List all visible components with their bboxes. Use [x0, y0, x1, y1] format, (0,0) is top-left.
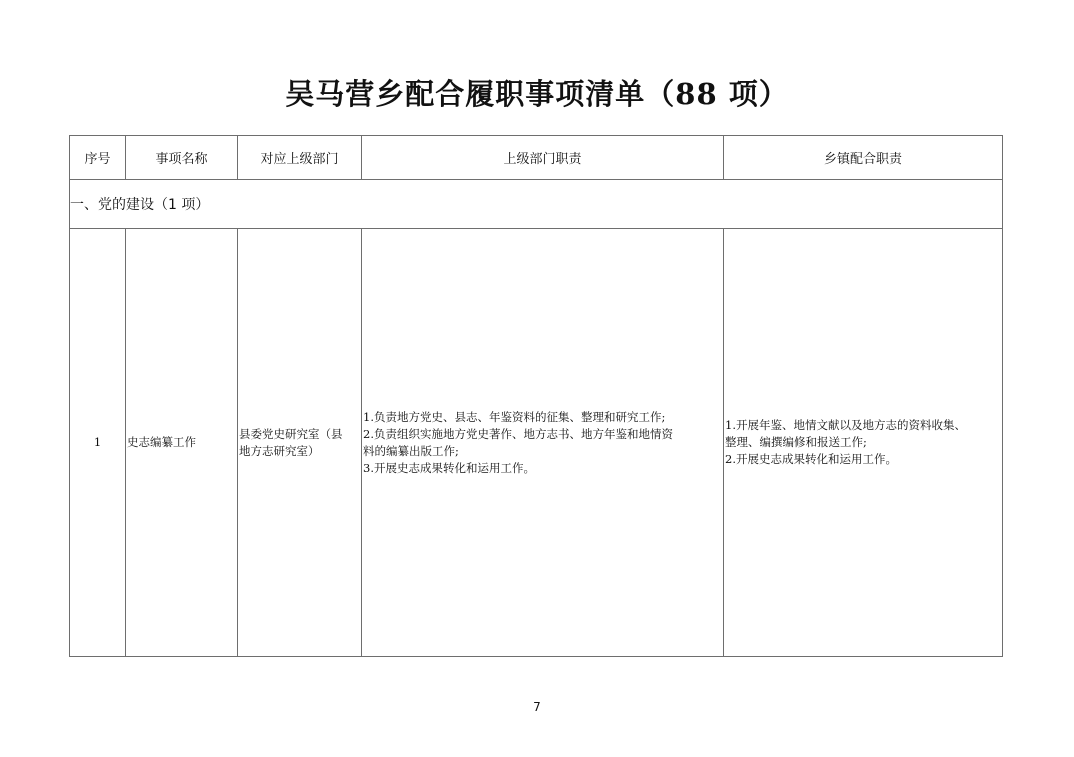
town-duty-line: 2.开展史志成果转化和运用工作。	[725, 452, 897, 466]
department-line: 县委党史研究室（县	[239, 426, 343, 441]
dept-duty-line: 1.负责地方党史、县志、年鉴资料的征集、整理和研究工作;	[363, 409, 666, 424]
page-title: 吴马营乡配合履职事项清单（88 项）	[285, 77, 789, 111]
town-duty-line: 1.开展年鉴、地情文献以及地方志的资料收集、	[725, 418, 966, 432]
cell-department	[238, 229, 362, 657]
section-label: 一、党的建设（1 项）	[70, 180, 1003, 229]
cell-town-duties	[724, 229, 1003, 657]
duty-table	[69, 135, 1003, 657]
table-row	[70, 229, 1003, 657]
town-duty-line: 整理、编撰编修和报送工作;	[725, 435, 867, 449]
section-row	[70, 180, 1003, 229]
dept-duty-line: 3.开展史志成果转化和运用工作。	[363, 460, 535, 475]
header-item-name: 事项名称	[126, 136, 238, 180]
cell-item-name: 史志编纂工作	[126, 229, 238, 657]
cell-dept-duties	[362, 229, 724, 657]
header-dept-duties: 上级部门职责	[362, 136, 724, 180]
dept-duty-line: 料的编纂出版工作;	[363, 443, 459, 458]
department-line: 地方志研究室）	[239, 443, 320, 458]
table-header-row	[70, 136, 1003, 180]
page-number: 7	[533, 700, 541, 714]
cell-no: 1	[70, 229, 126, 657]
header-town-duties: 乡镇配合职责	[724, 136, 1003, 180]
header-no: 序号	[70, 136, 126, 180]
header-department: 对应上级部门	[238, 136, 362, 180]
dept-duty-line: 2.负责组织实施地方党史著作、地方志书、地方年鉴和地情资	[363, 426, 673, 441]
